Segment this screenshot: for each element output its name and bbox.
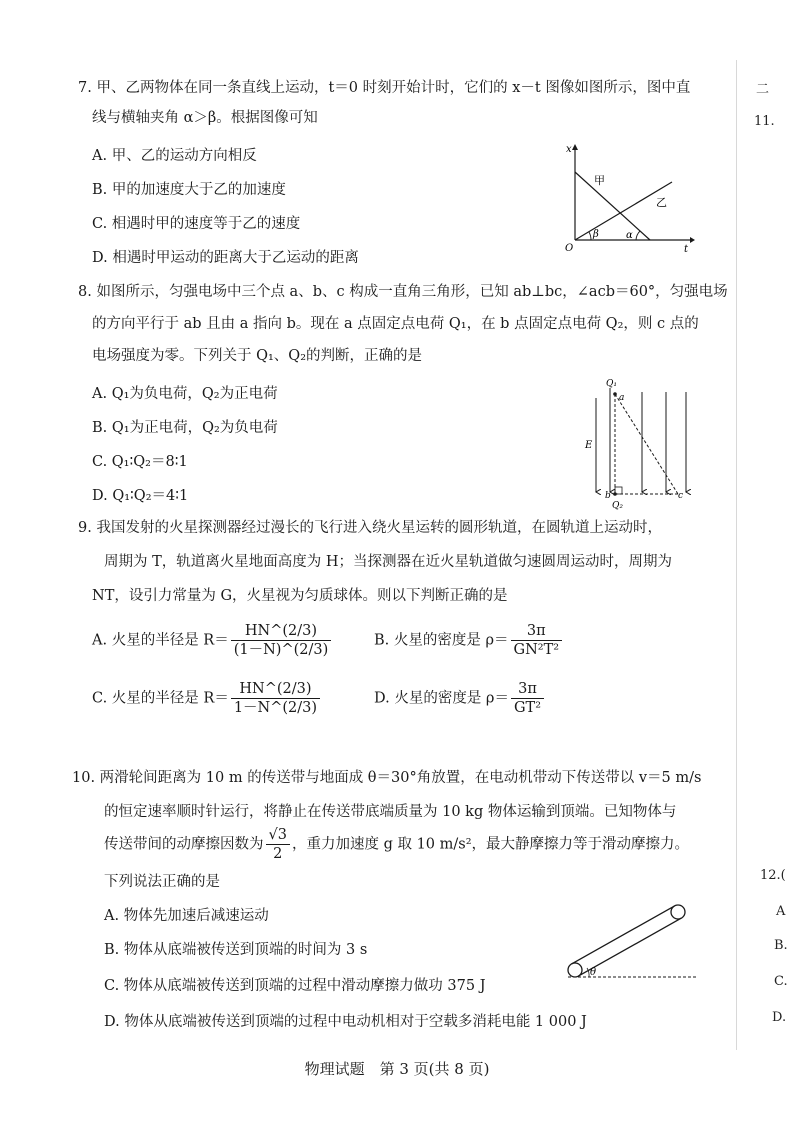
q10-friction-denominator: 2 [273, 846, 283, 862]
b-label: b [605, 491, 611, 501]
q9-option-c [92, 680, 322, 717]
side-option-a: A [776, 904, 786, 919]
side-option-b: B. [774, 938, 788, 953]
q7-option-b: B. 甲的加速度大于乙的加速度 [92, 182, 286, 198]
q9-option-b-prefix: B. 火星的密度是 ρ＝ [374, 632, 509, 649]
q10-conveyor-diagram [560, 896, 700, 986]
q8-option-d: D. Q₁∶Q₂＝4∶1 [92, 488, 189, 504]
c-label: c [678, 491, 684, 501]
q9-option-b-denominator: GN²T² [513, 642, 560, 658]
beta-arc [589, 232, 591, 240]
q9-option-b [374, 622, 564, 659]
q10-line3-post: ，重力加速度 g 取 10 m/s²，最大静摩擦力等于滑动摩擦力。 [291, 836, 690, 853]
side-option-d: D. [772, 1010, 787, 1025]
q10-stem-line3 [104, 826, 689, 863]
alpha-arc [636, 231, 640, 240]
x-axis-label: x [566, 144, 572, 155]
q9-option-a-fraction [231, 622, 332, 659]
q9-option-b-fraction [511, 622, 563, 659]
q10-stem-line4: 下列说法正确的是 [104, 874, 220, 890]
e-label: E [585, 440, 593, 451]
q9-option-b-numerator: 3π [511, 622, 563, 641]
yi-label: 乙 [656, 196, 667, 209]
q9-option-d-numerator: 3π [511, 680, 544, 699]
q9-option-c-numerator: HN^(2/3) [231, 680, 320, 699]
q9-stem-line1: 9. 我国发射的火星探测器经过漫长的飞行进入绕火星运转的圆形轨道，在圆轨道上运动时， [78, 520, 662, 536]
q9-option-a-denominator: (1－N)^(2/3) [233, 642, 329, 658]
q9-option-a [92, 622, 333, 659]
side-question-12: 12.( [760, 868, 786, 883]
side-ac [615, 394, 678, 494]
side-question-11: 11. [754, 114, 775, 129]
q10-option-d: D. 物体从底端被传送到顶端的过程中电动机相对于空载多消耗电能 1 000 J [104, 1014, 587, 1030]
point-b [613, 492, 617, 496]
q9-option-a-numerator: HN^(2/3) [231, 622, 332, 641]
q2-label: Q₂ [612, 501, 623, 511]
q7-option-c: C. 相遇时甲的速度等于乙的速度 [92, 216, 301, 232]
belt-upper [572, 906, 675, 964]
alpha-label: α [626, 230, 633, 241]
side-section-mark: 二 [756, 82, 770, 97]
q9-option-c-prefix: C. 火星的半径是 R＝ [92, 690, 229, 707]
q10-line3-pre: 传送带间的动摩擦因数为 [104, 836, 264, 853]
q10-option-a: A. 物体先加速后减速运动 [104, 908, 269, 924]
q8-field-diagram [582, 374, 694, 514]
q1-label: Q₁ [606, 379, 617, 389]
page-footer: 物理试题 第 3 页(共 8 页) [304, 1060, 490, 1078]
q10-friction-fraction [266, 826, 290, 863]
a-label: a [619, 393, 625, 403]
q10-friction-numerator: √3 [266, 826, 290, 845]
side-option-c: C. [774, 974, 788, 989]
q8-option-b: B. Q₁为正电荷，Q₂为负电荷 [92, 420, 278, 436]
q9-option-c-denominator: 1－N^(2/3) [233, 700, 318, 716]
page-divider [736, 60, 737, 1050]
q8-stem-line3: 电场强度为零。下列关于 Q₁、Q₂的判断，正确的是 [92, 348, 423, 364]
q9-option-a-prefix: A. 火星的半径是 R＝ [92, 632, 229, 649]
q10-option-b: B. 物体从底端被传送到顶端的时间为 3 s [104, 942, 368, 958]
q9-option-d-fraction [511, 680, 544, 717]
q7-xt-graph [560, 140, 696, 258]
q10-stem-line1: 10. 两滑轮间距离为 10 m 的传送带与地面成 θ＝30°角放置，在电动机带动下传送带以 v＝5 m/s [72, 770, 702, 786]
theta-label: θ [590, 967, 597, 978]
q9-option-d-prefix: D. 火星的密度是 ρ＝ [374, 690, 509, 707]
q8-option-a: A. Q₁为负电荷，Q₂为正电荷 [92, 386, 278, 402]
q9-stem-line3: NT，设引力常量为 G，火星视为匀质球体。则以下判断正确的是 [92, 588, 508, 604]
q8-stem-line1: 8. 如图所示，匀强电场中三个点 a、b、c 构成一直角三角形，已知 ab⊥bc，∠acb＝60°，匀强电场 [78, 284, 728, 300]
q7-stem-line1: 7. 甲、乙两物体在同一条直线上运动，t＝0 时刻开始计时，它们的 x－t 图像如图所示，图中直 [78, 80, 691, 96]
theta-arc [587, 968, 589, 977]
yi-line [575, 182, 672, 240]
beta-label: β [593, 229, 599, 240]
t-axis-label: t [684, 244, 689, 255]
jia-line [575, 172, 650, 240]
q9-option-c-fraction [231, 680, 320, 717]
q10-option-c: C. 物体从底端被传送到顶端的过程中滑动摩擦力做功 375 J [104, 978, 486, 994]
q8-stem-line2: 的方向平行于 ab 且由 a 指向 b。现在 a 点固定点电荷 Q₁，在 b 点固定点电荷 Q₂，则 c 点的 [92, 316, 699, 332]
q9-stem-line2: 周期为 T，轨道离火星地面高度为 H；当探测器在近火星轨道做匀速圆周运动时，周期为 [104, 554, 673, 570]
origin-label: O [565, 243, 574, 254]
t-axis-arrow [690, 237, 695, 243]
q9-option-d [374, 680, 546, 717]
x-axis-arrow [572, 144, 578, 150]
q8-option-c: C. Q₁∶Q₂＝8∶1 [92, 454, 188, 470]
q9-option-d-denominator: GT² [513, 700, 542, 716]
q7-stem-line2: 线与横轴夹角 α＞β。根据图像可知 [92, 110, 318, 126]
point-a [613, 392, 617, 396]
q7-option-d: D. 相遇时甲运动的距离大于乙运动的距离 [92, 250, 359, 266]
jia-label: 甲 [594, 174, 605, 187]
q7-option-a: A. 甲、乙的运动方向相反 [92, 148, 257, 164]
q10-stem-line2: 的恒定速率顺时针运行，将静止在传送带底端质量为 10 kg 物体运输到顶端。已知物体与 [104, 804, 677, 820]
